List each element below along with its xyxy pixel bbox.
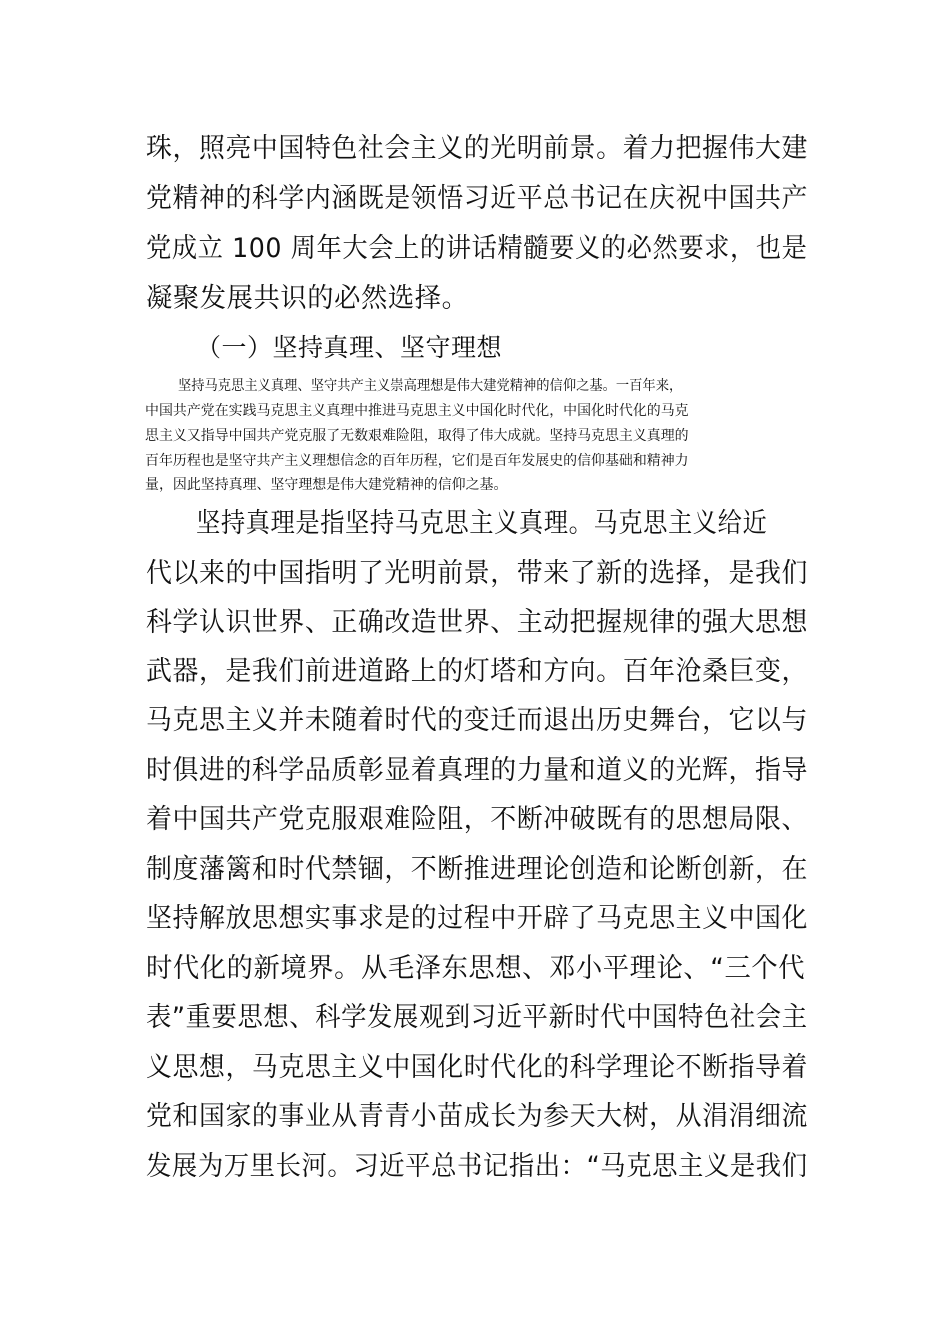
paragraph-line: 时俱进的科学品质彰显着真理的力量和道义的光辉，指导: [146, 755, 808, 786]
paragraph-line: 珠，照亮中国特色社会主义的光明前景。着力把握伟大建: [146, 133, 808, 164]
paragraph-line: 表”重要思想、科学发展观到习近平新时代中国特色社会主: [146, 1002, 808, 1033]
paragraph-line: 凝聚发展共识的必然选择。: [146, 283, 469, 314]
paragraph-line: 党精神的科学内涵既是领悟习近平总书记在庆祝中国共产: [146, 183, 808, 214]
paragraph-line: 发展为万里长河。习近平总书记指出：“马克思主义是我们: [146, 1151, 808, 1182]
paragraph-line: 制度藩篱和时代禁锢，不断推进理论创造和论断创新，在: [146, 854, 808, 885]
paragraph-line: 党和国家的事业从青青小苗成长为参天大树，从涓涓细流: [146, 1101, 808, 1132]
paragraph-line: 着中国共产党克服艰难险阻，不断冲破既有的思想局限、: [146, 804, 808, 835]
section-heading: （一）坚持真理、坚守理想: [196, 333, 503, 362]
summary-line: 思主义又指导中国共产党克服了无数艰难险阻，取得了伟大成就。坚持马克思主义真理的: [145, 428, 689, 444]
paragraph-line: 时代化的新境界。从毛泽东思想、邓小平理论、“三个代: [146, 953, 806, 984]
paragraph-line: 马克思主义并未随着时代的变迁而退出历史舞台，它以与: [146, 705, 808, 736]
paragraph-line: 党成立 100 周年大会上的讲话精髓要义的必然要求，也是: [146, 233, 808, 264]
paragraph-line: 坚持解放思想实事求是的过程中开辟了马克思主义中国化: [146, 903, 808, 934]
summary-line: 坚持马克思主义真理、坚守共产主义崇高理想是伟大建党精神的信仰之基。一百年来，: [178, 378, 683, 394]
paragraph-line: 义思想，马克思主义中国化时代化的科学理论不断指导着: [146, 1052, 808, 1083]
paragraph-line: 科学认识世界、正确改造世界、主动把握规律的强大思想: [146, 607, 808, 638]
summary-line: 量，因此坚持真理、坚守理想是伟大建党精神的信仰之基。: [145, 477, 508, 493]
summary-line: 中国共产党在实践马克思主义真理中推进马克思主义中国化时代化，中国化时代化的马克: [145, 403, 689, 419]
paragraph-line: 代以来的中国指明了光明前景，带来了新的选择，是我们: [146, 558, 808, 589]
summary-line: 百年历程也是坚守共产主义理想信念的百年历程，它们是百年发展史的信仰基础和精神力: [145, 453, 689, 469]
paragraph-line: 武器，是我们前进道路上的灯塔和方向。百年沧桑巨变，: [146, 656, 808, 687]
paragraph-line: 坚持真理是指坚持马克思主义真理。马克思主义给近: [196, 508, 768, 539]
